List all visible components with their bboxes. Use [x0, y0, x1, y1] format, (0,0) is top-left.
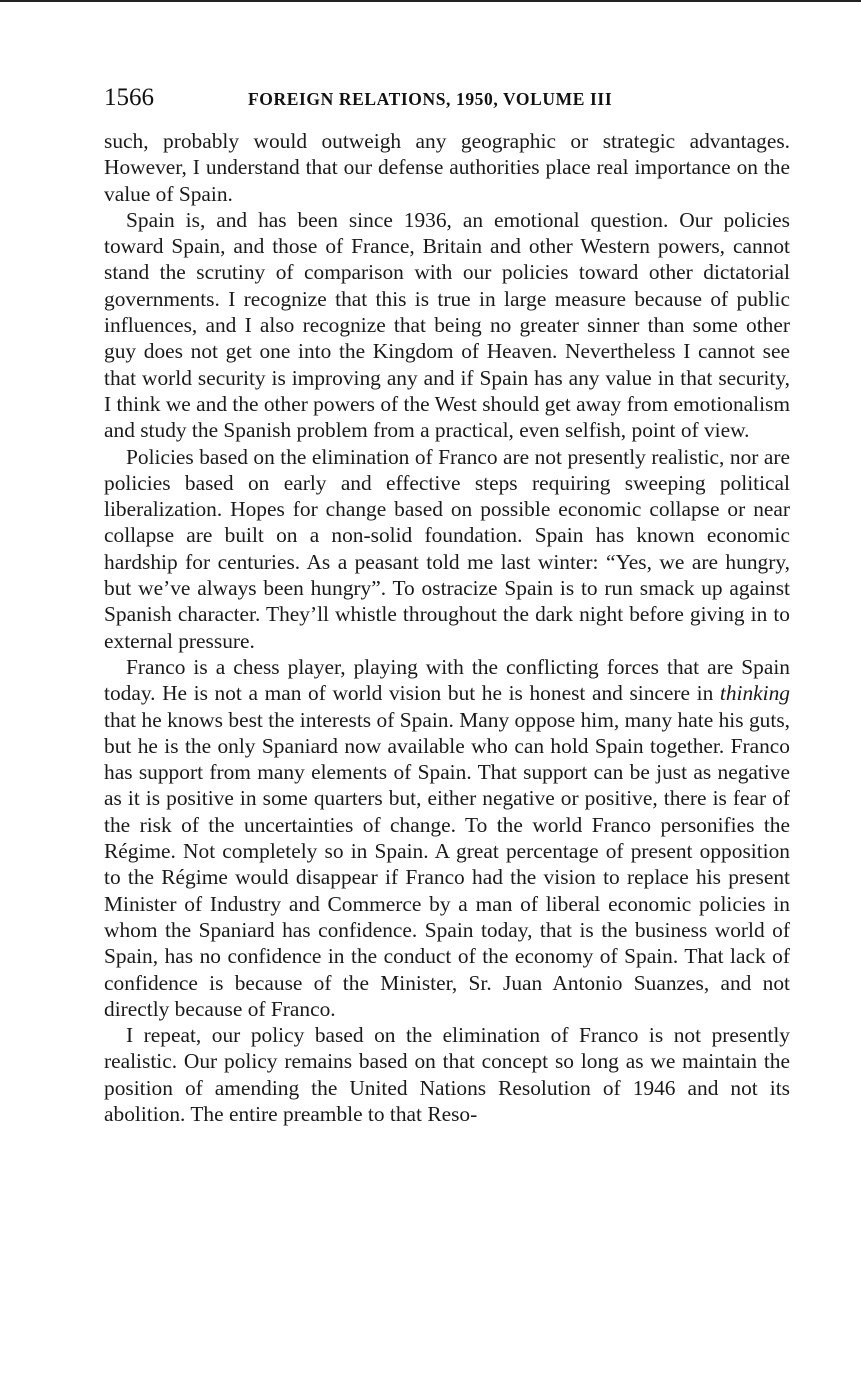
paragraph-chess-player [104, 654, 790, 1022]
body-text [104, 128, 790, 1127]
page-top-rule [0, 0, 861, 2]
paragraph-policies-franco: Policies based on the elimination of Franco are not presently realistic, nor are policies based on early and effective steps requiring sweeping political liberalization. Hopes for change based on possible economic collapse or near collapse are built on a non-solid foundation. Spain has known economic hardship for centuries. As a peasant told me last winter: “Yes, we are hungry, but we’ve always been hungry”. To ostracize Spain is to run smack up against Spanish character. They’ll whistle throughout the dark night before giving in to external pressure. [104, 444, 790, 653]
paragraph-emotional-question: Spain is, and has been since 1936, an emotional question. Our policies toward Spain, and those of France, Britain and other Western powers, cannot stand the scrutiny of comparison with our policies toward other dictatorial governments. I recognize that this is true in large measure because of public influences, and I also recognize that being no greater sinner than some other guy does not get one into the Kingdom of Heaven. Nevertheless I cannot see that world security is improving any and if Spain has any value in that security, I think we and the other powers of the West should get away from emotionalism and study the Spanish problem from a practical, even selfish, point of view. [104, 207, 790, 443]
page-number: 1566 [104, 84, 154, 111]
paragraph-continuation: such, probably would outweigh any geographic or strategic advantages. However, I understand that our defense authorities place real importance on the value of Spain. [104, 129, 790, 206]
paragraph-text: that he knows best the interests of Spain. Many oppose him, many hate his guts, but he is the only Spaniard now available who can hold Spain together. Franco has support from many elements of Spain. That support can be just as negative as it is positive in some quarters but, either negative or positive, there is fear of the risk of the uncertainties of change. To the world Franco personifies the Régime. Not completely so in Spain. A great percentage of present opposition to the Régime would disappear if Franco had the vision to replace his present Minister of Industry and Commerce by a man of liberal economic policies in whom the Spaniard has confidence. Spain today, that is the business world of Spain, has no confidence in the conduct of the economy of Spain. That lack of confidence is because of the Minister, Sr. Juan Antonio Suanzes, and not directly because of Franco. [104, 707, 790, 1021]
emphasized-word: thinking [719, 681, 790, 706]
paragraph-repeat-policy: I repeat, our policy based on the elimination of Franco is not presently realistic. Our policy remains based on that concept so long as we maintain the position of amending the United Nations Resolution of 1946 and not its abolition. The entire preamble to that Reso- [104, 1023, 790, 1126]
running-title: FOREIGN RELATIONS, 1950, VOLUME III [248, 89, 613, 109]
paragraph-text: Franco is a chess player, playing with the conflicting forces that are Spain today. He is not a man of world vision but he is honest and sincere in [104, 654, 790, 706]
running-head [104, 84, 794, 114]
